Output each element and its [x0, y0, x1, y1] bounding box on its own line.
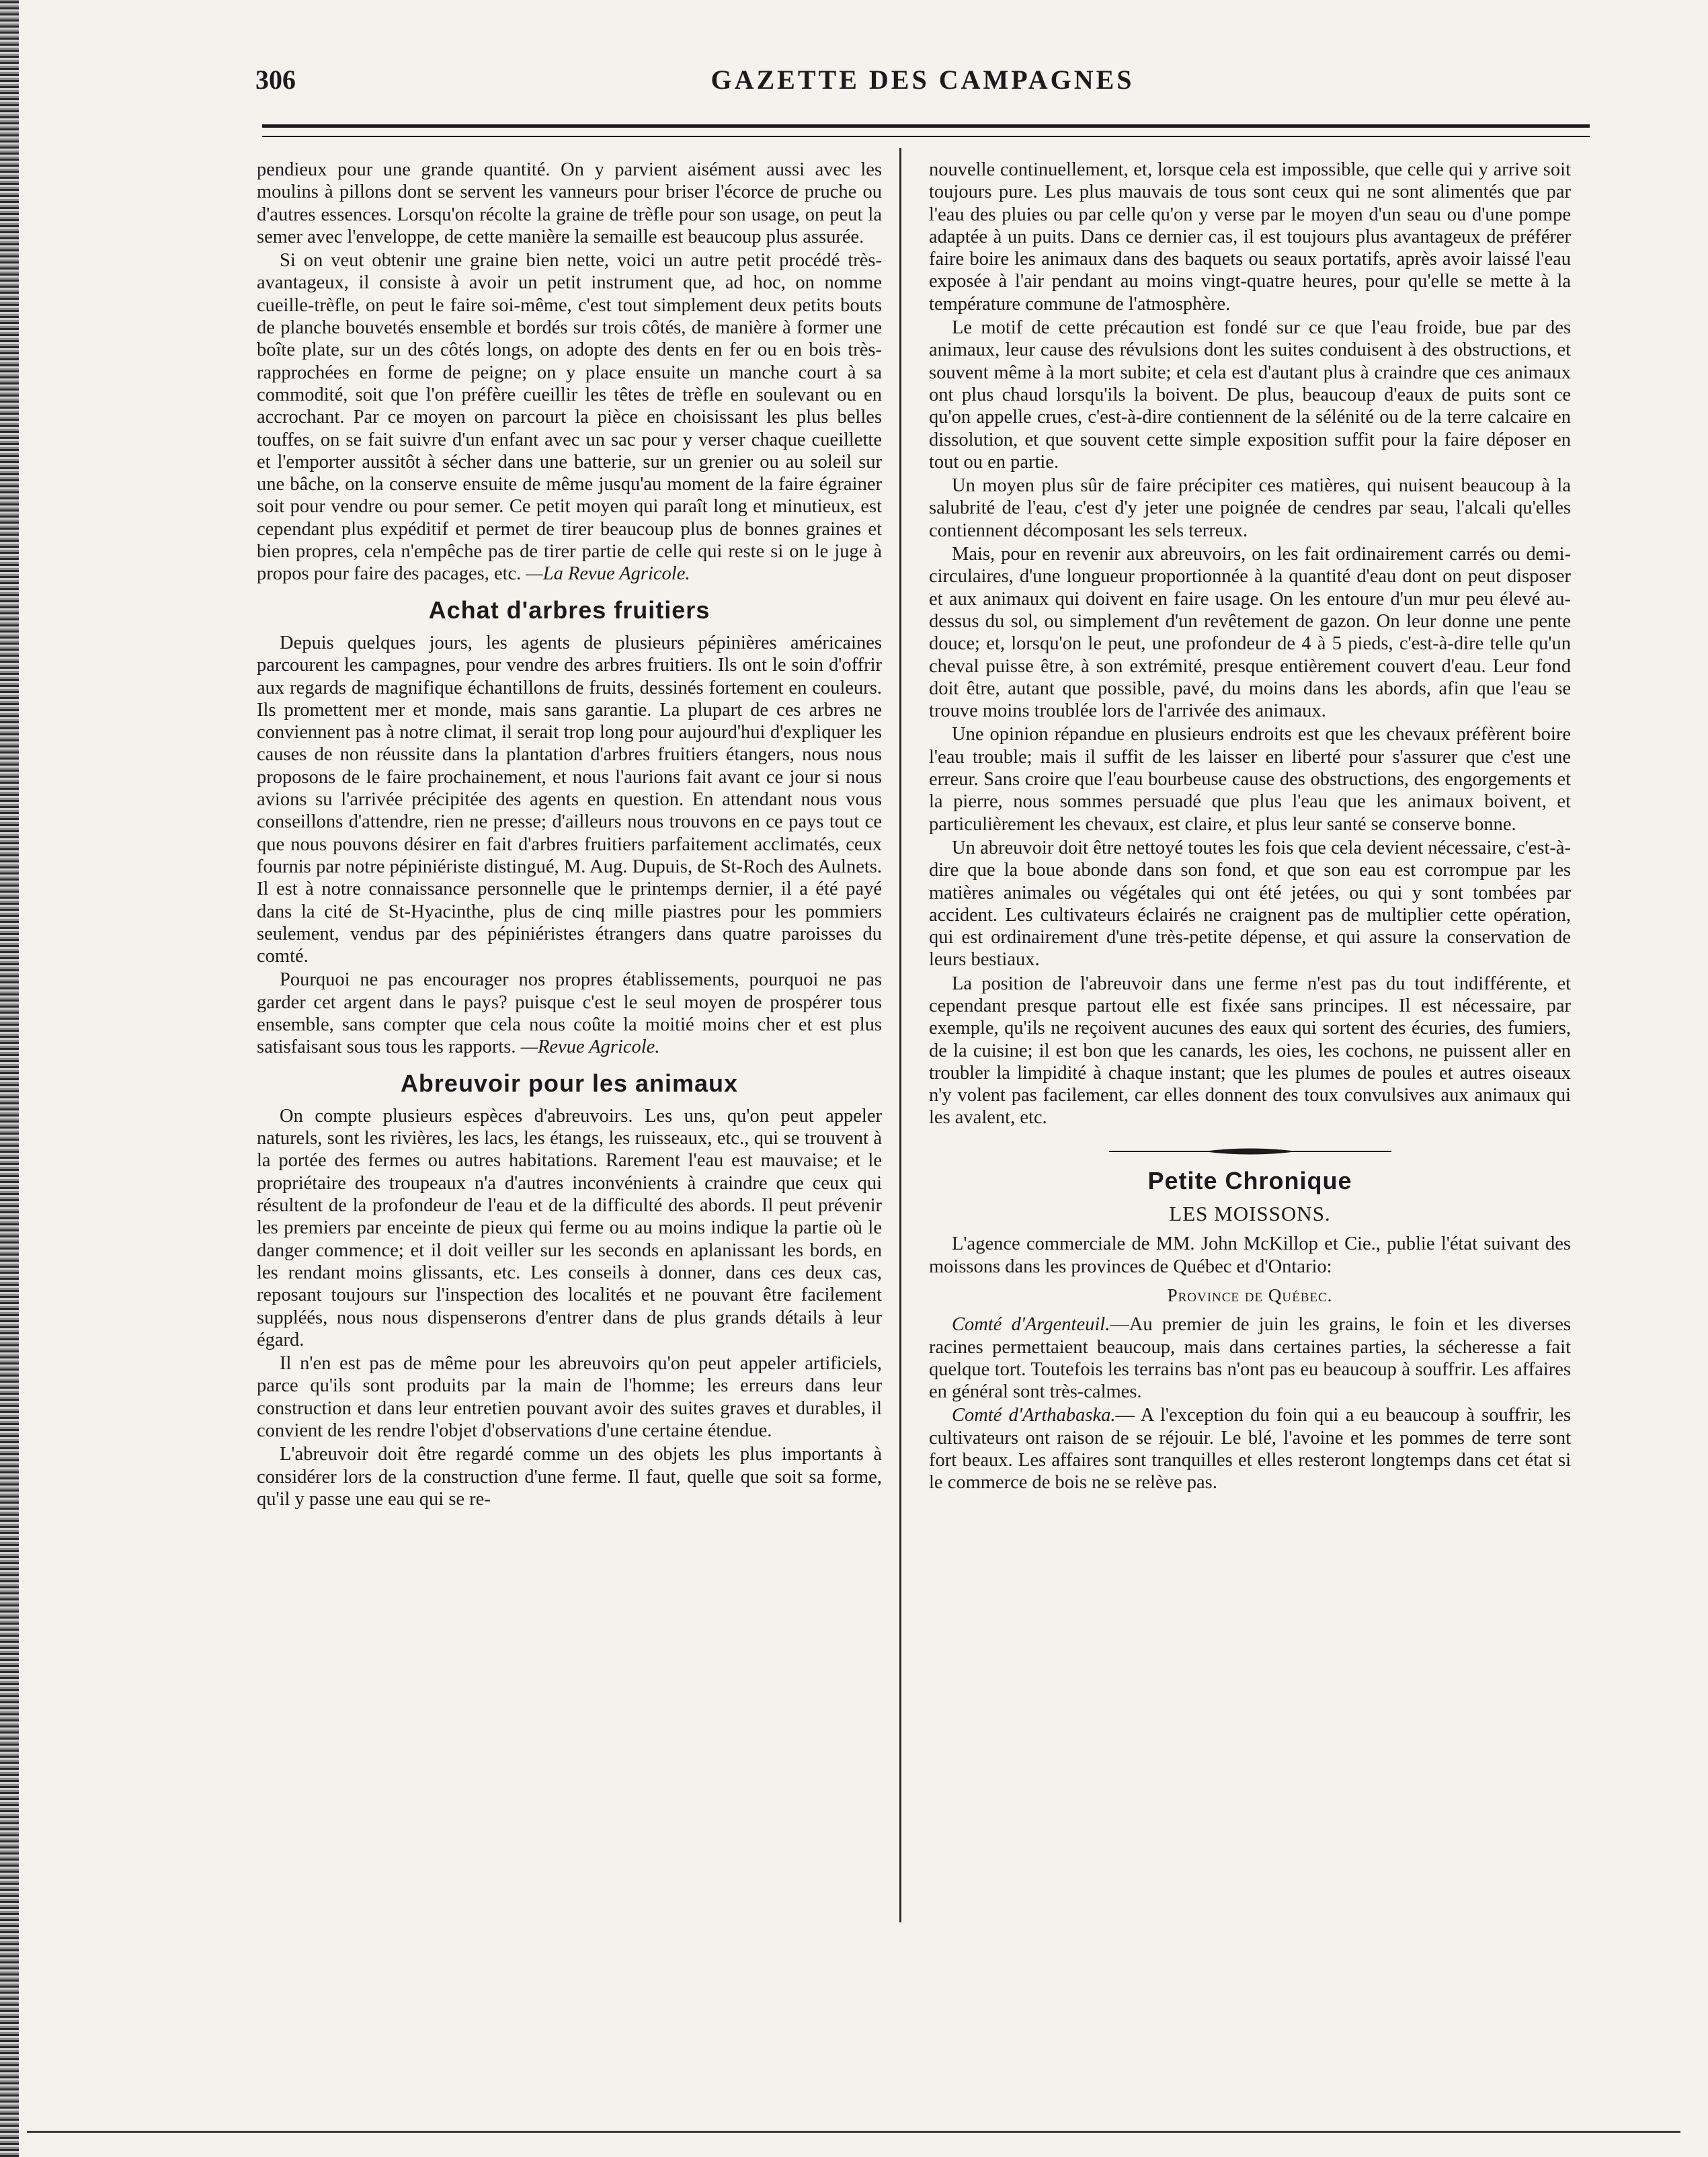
paragraph-text: Si on veut obtenir une graine bien nette, voici un autre petit procédé très-avantageux, il consiste à avoir un petit instrument que, ad hoc, on nomme cueille-trèfle, on peut le faire soi-même, c'est tout simplement deux petits bouts de planche bouvetés ensemble et bordés sur trois côtés, de manière à former une boîte plate, sur un des côtés longs, on adopte des dents en fer ou en bois très-rapprochées en forme de peigne; on y place ensuite un manche court à sa commodité, soit que l'on préfère cueillir les têtes de trèfle en soulevant ou en accrochant. Par ce moyen on parcourt la pièce en choisissant les plus belles touffes, on se fait suivre d'un enfant avec un sac pour y verser chaque cueillette et l'emporter aussitôt à sécher dans une batterie, sur un grenier ou au soleil sur une bâche, on la conserve ensuite de même jusqu'au moment de la faire égrainer soit pour vendre ou pour semer. Ce petit moyen qui paraît long et minutieux, est cependant plus expéditif et permet de tirer beaucoup plus de bonnes graines et bien propres, cela n'empêche pas de tirer partie de celle qui reste si on le juge à propos pour faire des pacages, etc.	[257, 250, 882, 585]
paragraph: nouvelle continuellement, et, lorsque cela est impossible, que celle qui y arrive soit toujours pure. Les plus mauvais de tous sont ceux qui ne sont alimentés que par l'eau des pluies ou par celle qu'on y verse par le moyen d'un seau ou d'une pompe adaptée à un puits. Dans ce dernier cas, il est toujours plus avantageux de préférer faire boire les animaux dans des baquets ou seaux portatifs, après avoir laissé l'eau exposée à l'air pendant au moins vingt-quatre heures, pour qu'elle se mette à la température commune de l'atmosphère.	[929, 159, 1571, 315]
article-heading-achat: Achat d'arbres fruitiers	[428, 596, 710, 624]
section-heading-chronique: Petite Chronique	[1147, 1166, 1352, 1194]
paragraph: L'agence commerciale de MM. John McKillop et Cie., publie l'état suivant des moissons dans les provinces de Québec et d'Ontario:	[929, 1233, 1571, 1277]
section-ornament	[1109, 1147, 1391, 1156]
paragraph: Mais, pour en revenir aux abreuvoirs, on les fait ordinairement carrés ou demi-circulaires, d'une longueur proportionnée à la quantité d'eau dont on peut disposer et aux animaux qui doivent en faire usage. On les entoure d'un mur peu élevé au-dessus du sol, ou simplement d'un revêtement de gazon. On leur donne une pente douce; et, lorsqu'on le peut, une profondeur de 4 à 5 pieds, c'est-à-dire telle qu'un cheval puisse être, à son extrémité, presque entièrement couvert d'eau. Leur fond doit être, autant que possible, pavé, du moins dans les abords, afin que l'eau se trouve moins troublée lors de l'arrivée des animaux.	[929, 544, 1571, 722]
paragraph-text: Pourquoi ne pas encourager nos propres établissements, pourquoi ne pas garder cet argent dans le pays? puisque c'est le seul moyen de prospérer tous ensemble, sans compter que cela nous coûte la moitié moins cher et est plus satisfaisant sous tous les rapports.	[257, 969, 882, 1058]
paragraph	[257, 969, 882, 1058]
paragraph: On compte plusieurs espèces d'abreuvoirs. Les uns, qu'on peut appeler naturels, sont les rivières, les lacs, les étangs, les ruisseaux, etc., qui se trouvent à la portée des fermes ou autres habitations. Rarement l'eau est mauvaise; et le propriétaire des troupeaux n'a d'autres inconvénients à craindre que ceux qui résultent de la profondeur de l'eau et de la difficulté des abords. Il peut prévenir les premiers par enceinte de pieux qui ferme ou au moins indique la partie où le danger commence; et il doit veiller sur les seconds en aplanissant les bords, en les rendant moins glissants, etc. Les conseils à donner, dans ces deux cas, reposant toujours sur l'inspection des localités et ne pouvant être facilement suppléés, nous nous dispenserons d'entrer dans de plus grands détails à leur égard.	[257, 1105, 882, 1350]
page-number: 306	[255, 65, 296, 95]
page-header	[255, 64, 1590, 124]
paragraph: pendieux pour une grande quantité. On y parvient aisément aussi avec les moulins à pillons dont se servent les vanneurs pour briser l'écorce de pruche ou d'autres essences. Lorsqu'on récolte la graine de trèfle pour son usage, on peut la semer avec l'enveloppe, de cette manière la semaille est beaucoup plus assurée.	[257, 159, 882, 247]
page-edge	[0, 0, 19, 2157]
source-signature: —La Revue Agricole.	[526, 563, 690, 585]
source-signature: —Revue Agricole.	[520, 1036, 660, 1058]
bottom-rule	[27, 2131, 1680, 2133]
paragraph: Il n'en est pas de même pour les abreuvoirs qu'on peut appeler artificiels, parce qu'ils sont produits par la main de l'homme; les erreurs dans leur construction et dans leur entretien pouvant avoir des suites graves et durables, il convient de les rendre l'objet d'observations d'une certaine étendue.	[257, 1353, 882, 1442]
paragraph: Depuis quelques jours, les agents de plusieurs pépinières américaines parcourent les campagnes, pour vendre des arbres fruitiers. Ils ont le soin d'offrir aux regards de magnifique échantillons de fruits, dessinés fortement en couleurs. Ils promettent mer et monde, mais sans garantie. La plupart de ces arbres ne conviennent pas à notre climat, il serait trop long pour aujourd'hui d'expliquer les causes de non réussite dans la plantation d'arbres fruitiers étangers, nous nous proposons de le faire prochainement, et nous l'aurions fait avant ce jour si nous avions su l'arrivée précipitée des agents en question. En attendant nous vous conseillons d'attendre, rien ne presse; d'ailleurs nous trouvons en ce pays tout ce que nous pouvons désirer en fait d'arbres fruitiers parfaitement acclimatés, ceux fournis par notre pépiniériste distingué, M. Aug. Dupuis, de St-Roch des Aulnets. Il est à notre connaissance personnelle que le printemps dernier, il a été payé dans la cité de St-Hyacinthe, plus de cinq mille piastres pour les pommiers seulement, vendus par des pépiniéristes étrangers dans quatre paroisses du comté.	[257, 632, 882, 967]
paragraph: Le motif de cette précaution est fondé sur ce que l'eau froide, bue par des animaux, leur cause des révulsions dont les suites conduisent à des obstructions, et souvent même à la mort subite; et cela est d'autant plus à craindre que ces animaux ont plus chaud lorsqu'ils la boivent. De plus, beaucoup d'eaux de puits sont ce qu'on appelle crues, c'est-à-dire contiennent de la sélénité ou de la terre calcaire en dissolution, et que souvent cette simple exposition suffit pour la faire déposer en tout ou en partie.	[929, 317, 1571, 473]
paragraph: La position de l'abreuvoir dans une ferme n'est pas du tout indifférente, et cependant presque partout elle est fixée sans principes. Il est nécessaire, par exemple, qu'ils ne reçoivent aucunes des eaux qui sortent des écuries, des fumiers, de la cuisine; il est bon que les canards, les oies, les cochons, ne puissent aller en troubler la limpidité à chaque instant; que les plumes de poules et autres oiseaux n'y volent pas facilement, car elles donnent des toux convulsives aux animaux qui les avalent, etc.	[929, 973, 1571, 1129]
paragraph: L'abreuvoir doit être regardé comme un des objets les plus importants à considérer lors de la construction d'une ferme. Il faut, quelle que soit sa forme, qu'il y passe une eau qui se re-	[257, 1444, 882, 1510]
header-rule	[262, 124, 1590, 137]
column-divider	[899, 148, 901, 1922]
paragraph: Un moyen plus sûr de faire précipiter ces matières, qui nuisent beaucoup à la salubrité de l'eau, c'est d'y jeter une poignée de cendres par seau, l'alcali qu'elles contiennent décomposant les sels terreux.	[929, 475, 1571, 541]
county-name: Comté d'Argenteuil.	[952, 1314, 1110, 1336]
masthead-title: GAZETTE DES CAMPAGNES	[710, 65, 1135, 95]
paragraph	[257, 249, 882, 585]
article-heading-abreuvoir: Abreuvoir pour les animaux	[400, 1069, 739, 1097]
county-text: —Au premier de juin les grains, le foin et les diverses racines permettaient beaucoup, mais dans certaines parties, la sécheresse a fait quelque tort. Toutefois les terrains bas n'ont pas eu beaucoup à souffrir. Les affaires en général sont très-calmes.	[929, 1314, 1571, 1403]
subheading-moissons: LES MOISSONS.	[1169, 1202, 1331, 1226]
left-column	[257, 159, 882, 1512]
paragraph: Un abreuvoir doit être nettoyé toutes les fois que cela devient nécessaire, c'est-à-dire que la boue abonde dans son fond, et que son eau est corrompue par les matières animales ou végétales qui ont été jetées, ou qui y sont tombées par accident. Les cultivateurs éclairés ne craignent pas de multiplier cette opération, qui est ordinairement d'une très-petite dépense, et qui assure la conservation de leurs bestiaux.	[929, 837, 1571, 971]
county-text: — A l'exception du foin qui a eu beaucoup à souffrir, les cultivateurs ont raison de se réjouir. Le blé, l'avoine et les pommes de terre sont fort beaux. Les affaires sont tranquilles et elles resteront longtemps dans cet état si le commerce de bois ne se relève pas.	[929, 1405, 1571, 1494]
subheading-province: Province de Québec.	[1167, 1285, 1333, 1305]
right-column	[929, 159, 1571, 1496]
county-name: Comté d'Arthabaska.	[952, 1405, 1116, 1426]
county-entry	[929, 1404, 1571, 1494]
paragraph: Une opinion répandue en plusieurs endroits est que les chevaux préfèrent boire l'eau trouble; mais il suffit de les laisser en liberté pour s'assurer que c'est une erreur. Sans croire que l'eau bourbeuse cause des obstructions, des engorgements et la pierre, nous sommes persuadé que plus l'eau que les animaux boivent, et particulièrement les chevaux, est claire, et plus leur santé se conserve bonne.	[929, 724, 1571, 835]
county-entry	[929, 1313, 1571, 1403]
